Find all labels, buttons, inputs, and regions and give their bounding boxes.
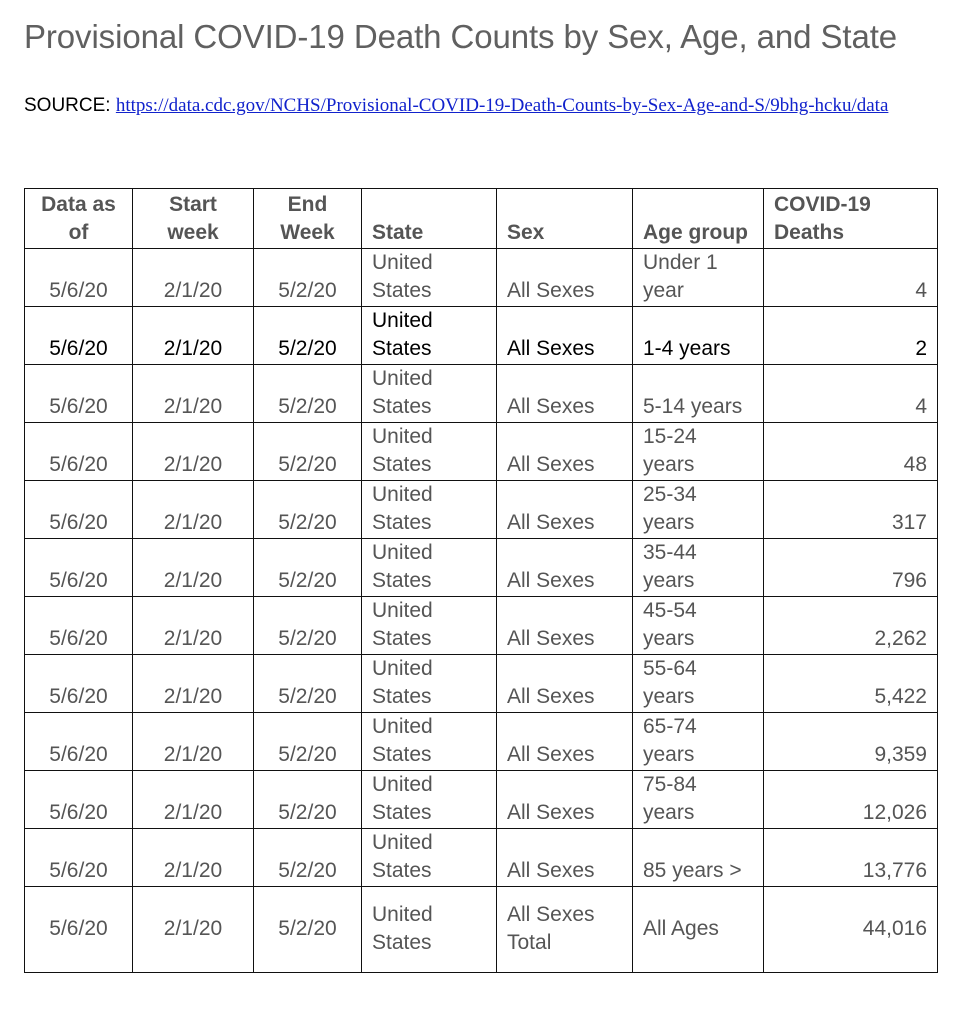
cell-covid-deaths: 9,359 <box>764 713 938 771</box>
cell-end-week: 5/2/20 <box>254 365 362 423</box>
table-row <box>25 365 938 423</box>
cell-age-group: 5-14 years <box>633 365 764 423</box>
source-line <box>24 92 939 120</box>
table-row <box>25 481 938 539</box>
cell-sex: All Sexes Total <box>497 887 633 973</box>
cell-end-week: 5/2/20 <box>254 307 362 365</box>
cell-end-week: 5/2/20 <box>254 829 362 887</box>
cell-covid-deaths: 13,776 <box>764 829 938 887</box>
cell-data-as-of: 5/6/20 <box>25 539 133 597</box>
cell-start-week: 2/1/20 <box>133 539 254 597</box>
cell-data-as-of: 5/6/20 <box>25 887 133 973</box>
cell-sex: All Sexes <box>497 655 633 713</box>
cell-start-week: 2/1/20 <box>133 423 254 481</box>
table-row <box>25 655 938 713</box>
cell-start-week: 2/1/20 <box>133 249 254 307</box>
cell-covid-deaths: 317 <box>764 481 938 539</box>
cell-data-as-of: 5/6/20 <box>25 597 133 655</box>
cell-data-as-of: 5/6/20 <box>25 307 133 365</box>
cell-age-group: 35-44 years <box>633 539 764 597</box>
cell-age-group: Under 1 year <box>633 249 764 307</box>
cell-state: United States <box>362 365 497 423</box>
cell-covid-deaths: 48 <box>764 423 938 481</box>
cell-state: United States <box>362 539 497 597</box>
cell-sex: All Sexes <box>497 539 633 597</box>
cell-state: United States <box>362 713 497 771</box>
cell-data-as-of: 5/6/20 <box>25 771 133 829</box>
cell-end-week: 5/2/20 <box>254 887 362 973</box>
cell-sex: All Sexes <box>497 307 633 365</box>
cell-start-week: 2/1/20 <box>133 655 254 713</box>
header-state: State <box>362 189 497 249</box>
page-title: Provisional COVID-19 Death Counts by Sex, Age, and State <box>24 18 898 55</box>
table-row-total <box>25 887 938 973</box>
table-row <box>25 829 938 887</box>
cell-end-week: 5/2/20 <box>254 481 362 539</box>
source-link[interactable]: https://data.cdc.gov/NCHS/Provisional-COVID-19-Death-Counts-by-Sex-Age-and-S/9bhg-hcku/data <box>115 95 889 116</box>
cell-end-week: 5/2/20 <box>254 539 362 597</box>
cell-start-week: 2/1/20 <box>133 481 254 539</box>
cell-covid-deaths: 4 <box>764 249 938 307</box>
cell-age-group: 15-24 years <box>633 423 764 481</box>
header-data-as-of: Data as of <box>25 189 133 249</box>
header-covid-deaths: COVID-19 Deaths <box>764 189 938 249</box>
table-row <box>25 539 938 597</box>
table-header-row <box>25 189 938 249</box>
cell-data-as-of: 5/6/20 <box>25 249 133 307</box>
cell-covid-deaths: 44,016 <box>764 887 938 973</box>
cell-sex: All Sexes <box>497 597 633 655</box>
cell-state: United States <box>362 829 497 887</box>
cell-sex: All Sexes <box>497 365 633 423</box>
cell-data-as-of: 5/6/20 <box>25 713 133 771</box>
cell-start-week: 2/1/20 <box>133 365 254 423</box>
header-age-group: Age group <box>633 189 764 249</box>
table-row <box>25 249 938 307</box>
cell-end-week: 5/2/20 <box>254 249 362 307</box>
cell-end-week: 5/2/20 <box>254 597 362 655</box>
source-label: SOURCE: <box>24 95 111 116</box>
cell-age-group: 1-4 years <box>633 307 764 365</box>
cell-state: United States <box>362 249 497 307</box>
cell-state: United States <box>362 655 497 713</box>
cell-data-as-of: 5/6/20 <box>25 655 133 713</box>
cell-covid-deaths: 796 <box>764 539 938 597</box>
cell-state: United States <box>362 597 497 655</box>
header-sex: Sex <box>497 189 633 249</box>
cell-data-as-of: 5/6/20 <box>25 481 133 539</box>
cell-sex: All Sexes <box>497 771 633 829</box>
cell-age-group: All Ages <box>633 887 764 973</box>
cell-end-week: 5/2/20 <box>254 655 362 713</box>
cell-state: United States <box>362 771 497 829</box>
cell-age-group: 65-74 years <box>633 713 764 771</box>
cell-start-week: 2/1/20 <box>133 829 254 887</box>
cell-data-as-of: 5/6/20 <box>25 365 133 423</box>
table-row <box>25 307 938 365</box>
cell-data-as-of: 5/6/20 <box>25 829 133 887</box>
cell-covid-deaths: 4 <box>764 365 938 423</box>
header-end-week: End Week <box>254 189 362 249</box>
header-start-week: Start week <box>133 189 254 249</box>
cell-start-week: 2/1/20 <box>133 887 254 973</box>
cell-data-as-of: 5/6/20 <box>25 423 133 481</box>
cell-end-week: 5/2/20 <box>254 713 362 771</box>
cell-sex: All Sexes <box>497 713 633 771</box>
cell-state: United States <box>362 423 497 481</box>
cell-sex: All Sexes <box>497 249 633 307</box>
cell-sex: All Sexes <box>497 481 633 539</box>
cell-age-group: 45-54 years <box>633 597 764 655</box>
covid-deaths-table <box>24 188 938 973</box>
cell-age-group: 25-34 years <box>633 481 764 539</box>
table-row <box>25 713 938 771</box>
cell-sex: All Sexes <box>497 829 633 887</box>
cell-end-week: 5/2/20 <box>254 771 362 829</box>
cell-covid-deaths: 2 <box>764 307 938 365</box>
cell-end-week: 5/2/20 <box>254 423 362 481</box>
table-row <box>25 771 938 829</box>
cell-state: United States <box>362 481 497 539</box>
cell-covid-deaths: 2,262 <box>764 597 938 655</box>
cell-age-group: 55-64 years <box>633 655 764 713</box>
cell-covid-deaths: 5,422 <box>764 655 938 713</box>
cell-sex: All Sexes <box>497 423 633 481</box>
cell-covid-deaths: 12,026 <box>764 771 938 829</box>
cell-start-week: 2/1/20 <box>133 307 254 365</box>
cell-state: United States <box>362 887 497 973</box>
cell-start-week: 2/1/20 <box>133 597 254 655</box>
cell-age-group: 75-84 years <box>633 771 764 829</box>
cell-state: United States <box>362 307 497 365</box>
cell-start-week: 2/1/20 <box>133 713 254 771</box>
cell-age-group: 85 years > <box>633 829 764 887</box>
table-row <box>25 597 938 655</box>
cell-start-week: 2/1/20 <box>133 771 254 829</box>
table-row <box>25 423 938 481</box>
